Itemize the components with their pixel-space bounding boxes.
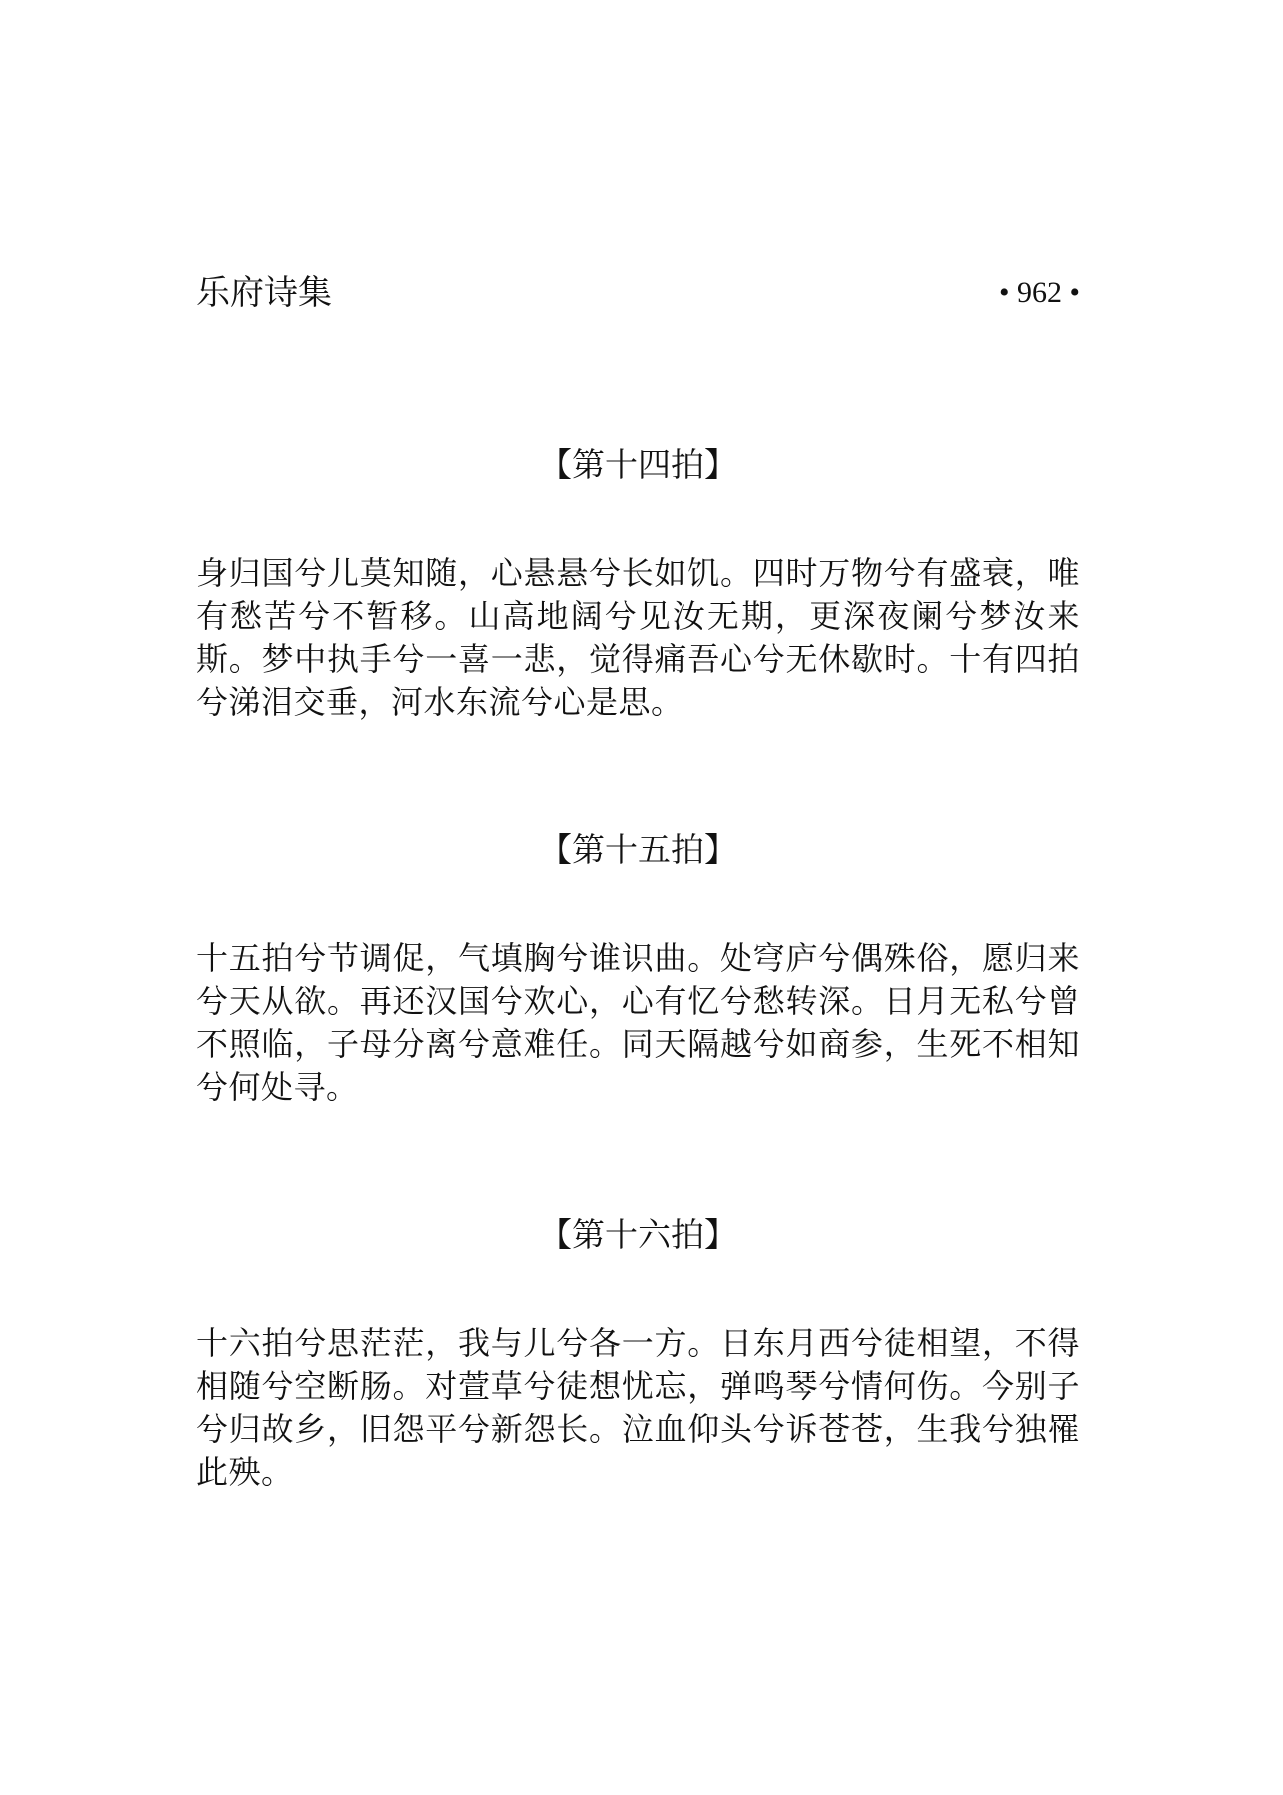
section-sixteenth-beat (196, 1210, 1080, 1494)
book-title: 乐府诗集 (196, 273, 332, 313)
section-body: 十六拍兮思茫茫，我与儿兮各一方。日东月西兮徒相望，不得相随兮空断肠。对萱草兮徒想忧忘，弹鸣琴兮情何伤。今别子兮归故乡，旧怨平兮新怨长。泣血仰头兮诉苍苍，生我兮独罹此殃。 (196, 1324, 1080, 1491)
page-number: • 962 • (998, 276, 1080, 309)
section-body: 十五拍兮节调促，气填胸兮谁识曲。处穹庐兮偶殊俗，愿归来兮天从欲。再还汉国兮欢心，心有忆兮愁转深。日月无私兮曾不照临，子母分离兮意难任。同天隔越兮如商参，生死不相知兮何处寻。 (196, 939, 1080, 1106)
running-header (196, 268, 1080, 318)
section-heading: 【第十五拍】 (539, 830, 737, 869)
section-fifteenth-beat (196, 825, 1080, 1109)
section-fourteenth-beat (196, 440, 1080, 724)
section-body: 身归国兮儿莫知随，心悬悬兮长如饥。四时万物兮有盛衰，唯有愁苦兮不暂移。山高地阔兮见汝无期，更深夜阑兮梦汝来斯。梦中执手兮一喜一悲，觉得痛吾心兮无休歇时。十有四拍兮涕泪交垂，河水东流兮心是思。 (196, 554, 1080, 721)
section-heading: 【第十六拍】 (539, 1215, 737, 1254)
section-heading: 【第十四拍】 (539, 445, 737, 484)
